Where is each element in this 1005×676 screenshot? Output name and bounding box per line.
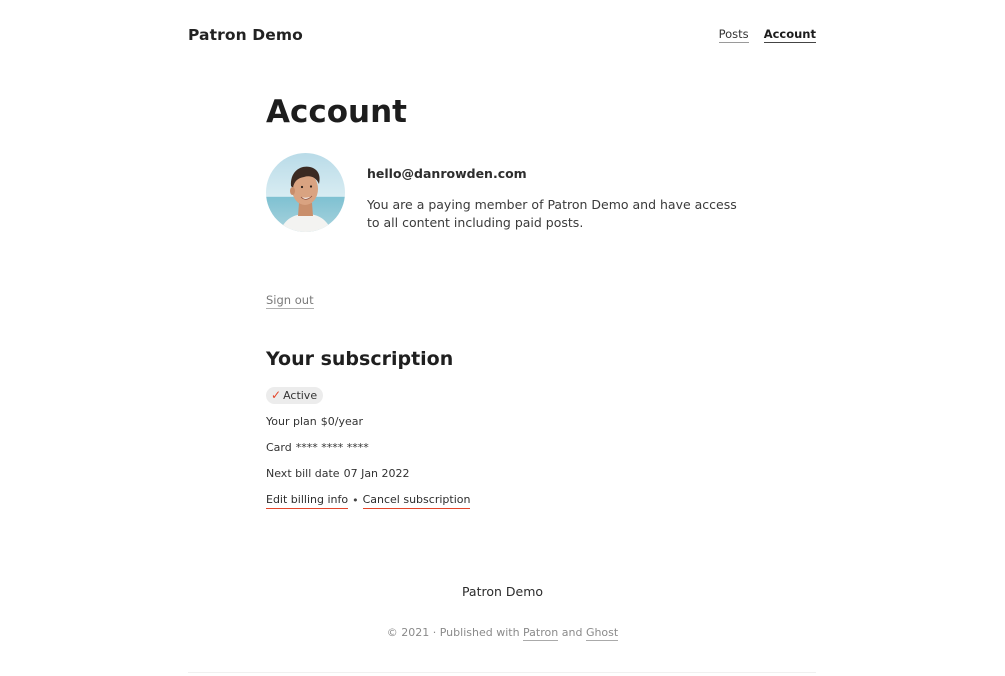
footer-copyright: © 2021 · Published with (386, 626, 520, 639)
separator: • (352, 494, 359, 507)
plan-value: $0/year (320, 415, 363, 428)
main-nav (719, 27, 816, 43)
next-bill-line (266, 467, 410, 481)
card-line (266, 441, 369, 455)
subscription-actions (266, 493, 470, 509)
footer-meta (0, 626, 1005, 640)
next-bill-value: 07 Jan 2022 (343, 467, 410, 480)
nav-item-account[interactable]: Account (763, 27, 816, 41)
user-avatar-photo-icon (266, 153, 345, 232)
footer-divider (188, 672, 816, 673)
footer-patron-link[interactable]: Patron (523, 626, 559, 639)
card-label: Card (266, 441, 292, 454)
footer-and: and (561, 626, 583, 639)
sign-out-link[interactable]: Sign out (266, 293, 314, 307)
footer-site-title: Patron Demo (461, 584, 544, 599)
edit-billing-link[interactable]: Edit billing info (266, 493, 348, 509)
nav-item-posts[interactable]: Posts (718, 27, 749, 41)
plan-label: Your plan (266, 415, 317, 428)
footer-ghost-link[interactable]: Ghost (585, 626, 619, 639)
member-status-description: You are a paying member of Patron Demo and have access to all content including paid posts. (367, 197, 737, 230)
plan-line (266, 415, 363, 429)
member-email: hello@danrowden.com (367, 166, 527, 181)
status-label: Active (283, 389, 318, 402)
checkmark-icon: ✓ (271, 388, 282, 402)
subscription-status-badge (266, 387, 323, 404)
next-bill-label: Next bill date (266, 467, 340, 480)
subscription-heading: Your subscription (266, 348, 454, 370)
page-title: Account (266, 94, 407, 130)
cancel-subscription-link[interactable]: Cancel subscription (363, 493, 471, 509)
card-value: **** **** **** (295, 441, 369, 454)
site-header (188, 22, 816, 48)
site-title-link[interactable]: Patron Demo (188, 26, 303, 44)
avatar (266, 153, 345, 232)
